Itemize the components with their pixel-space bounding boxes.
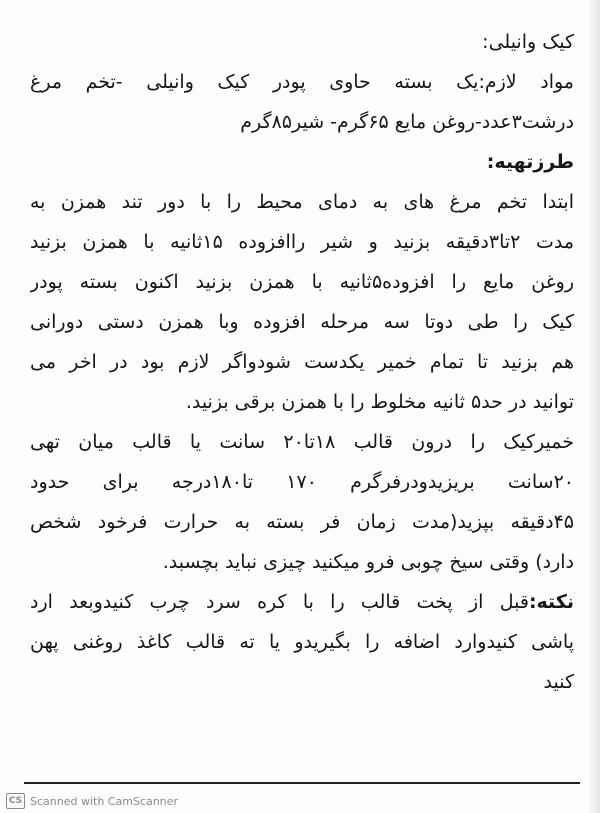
method-line: توانید در حد۵ ثانیه مخلوط را با همزن برقی بزنید. bbox=[185, 391, 574, 413]
ingredients-line-1 bbox=[30, 62, 574, 102]
method-line: مدت ۲تا۳دقیقه بزنید و شیر راافزوده ۱۵ثانیه با همزن بزنید bbox=[30, 231, 574, 253]
method-line: خمیرکیک را درون قالب ۱۸تا۲۰ سانت یا قالب میان تهی bbox=[30, 431, 574, 453]
note-line-1 bbox=[30, 582, 574, 622]
ingredients-line-2 bbox=[30, 102, 574, 142]
page-edge-shadow bbox=[586, 0, 600, 813]
method-title-text: طرزتهیه: bbox=[486, 151, 574, 173]
scanner-watermark bbox=[6, 793, 178, 809]
ingredients-label: مواد لازم: bbox=[478, 71, 574, 93]
recipe-title bbox=[30, 22, 574, 62]
bottom-rule bbox=[24, 782, 580, 784]
note-line-3: کنید bbox=[543, 671, 574, 693]
ingredients-text-1: یک بسته حاوی پودر کیک وانیلی -تخم مرغ bbox=[30, 71, 479, 93]
method-title bbox=[30, 142, 574, 182]
note-text-1: قبل از پخت قالب را با کره سرد چرب کنیدوبعد ارد bbox=[30, 591, 529, 613]
recipe-title-text: کیک وانیلی: bbox=[482, 31, 574, 53]
method-line: روغن مایع را افزوده۵ثانیه با همزن بزنید اکنون بسته پودر bbox=[30, 271, 574, 293]
ingredients-text-2: درشت۳عدد-روغن مایع ۶۵گرم- شیر۸۵گرم bbox=[240, 111, 574, 133]
watermark-text: Scanned with CamScanner bbox=[30, 794, 178, 808]
method-line: ابتدا تخم مرغ های به دمای محیط را با دور تند همزن به bbox=[30, 191, 574, 213]
method-line: هم بزنید تا تمام خمیر یکدست شودواگر لازم بود در اخر می bbox=[30, 351, 574, 373]
note-label: نکته: bbox=[528, 591, 574, 613]
camscanner-icon: CS bbox=[6, 793, 25, 809]
method-line: کیک را طی دوتا سه مرحله افزوده وبا همزن دستی دورانی bbox=[30, 311, 574, 333]
note-line-2: پاشی کنیدوارد اضافه را بگیریدو یا ته قالب کاغذ روغنی پهن bbox=[30, 631, 574, 653]
recipe-text bbox=[30, 22, 574, 702]
method-line: ۲۰سانت بریزیدودرفرگرم ۱۷۰ تا۱۸۰درجه برای حدود bbox=[30, 471, 574, 493]
method-line: ۴۵دقیقه بپزید(مدت زمان فر بسته به حرارت فرخود شخص bbox=[30, 511, 574, 533]
method-line: دارد) وقتی سیخ چوبی فرو میکنید چیزی نباید بچسبد. bbox=[162, 551, 574, 573]
